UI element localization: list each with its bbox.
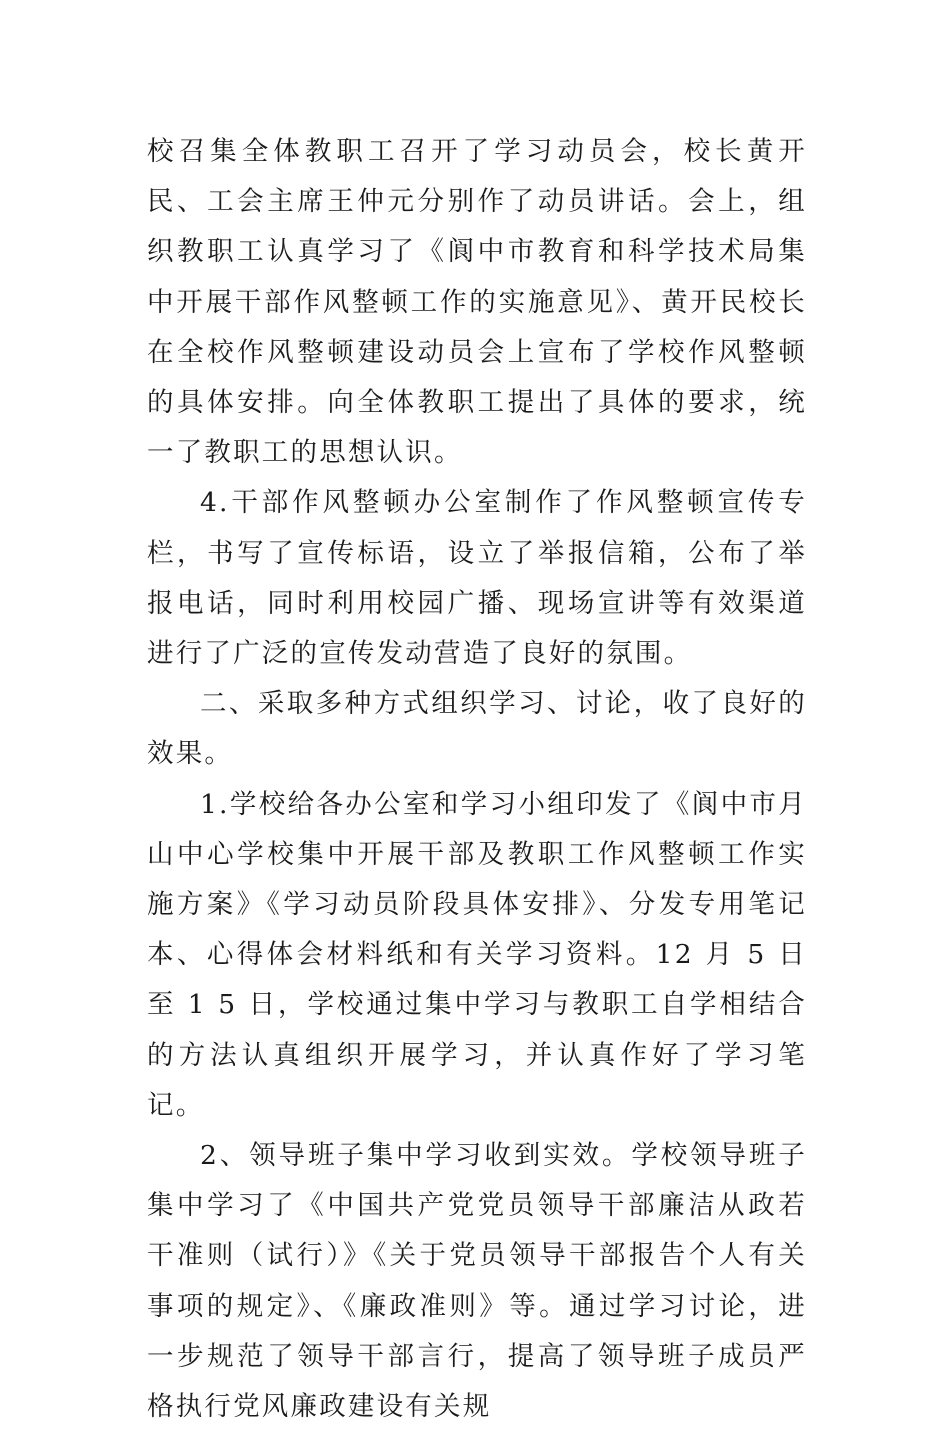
paragraph-continuation: 校召集全体教职工召开了学习动员会，校长黄开民、工会主席王仲元分别作了动员讲话。会上，组织教职工认真学习了《阆中市教育和科学技术局集中开展干部作风整顿工作的实施意见》、黄开民校长在全校作风整顿建设动员会上宣布了学校作风整顿的具体安排。向全体教职工提出了具体的要求，统一了教职工的思想认识。 [147,136,807,469]
paragraph-item-2: 2、领导班子集中学习收到实效。学校领导班子集中学习了《中国共产党党员领导干部廉洁从政若干准则（试行）》《关于党员领导干部报告个人有关事项的规定》、《廉政准则》等。通过学习讨论，进一步规范了领导干部言行，提高了领导班子成员严格执行党风廉政建设有关规 [147,1140,807,1423]
paragraph-item-4: 4.干部作风整顿办公室制作了作风整顿宣传专栏，书写了宣传标语，设立了举报信箱，公布了举报电话，同时利用校园广播、现场宣讲等有效渠道进行了广泛的宣传发动营造了良好的氛围。 [147,487,807,670]
section-heading-2: 二、采取多种方式组织学习、讨论，收了良好的效果。 [147,688,807,770]
document-body [147,127,807,1432]
paragraph-item-1: 1.学校给各办公室和学习小组印发了《阆中市月山中心学校集中开展干部及教职工作风整顿工作实施方案》《学习动员阶段具体安排》、分发专用笔记本、心得体会材料纸和有关学习资料。12 月 5 日至 1 5 日，学校通过集中学习与教职工自学相结合的方法认真组织开展学习，并认真作好了学习笔记。 [147,788,807,1121]
